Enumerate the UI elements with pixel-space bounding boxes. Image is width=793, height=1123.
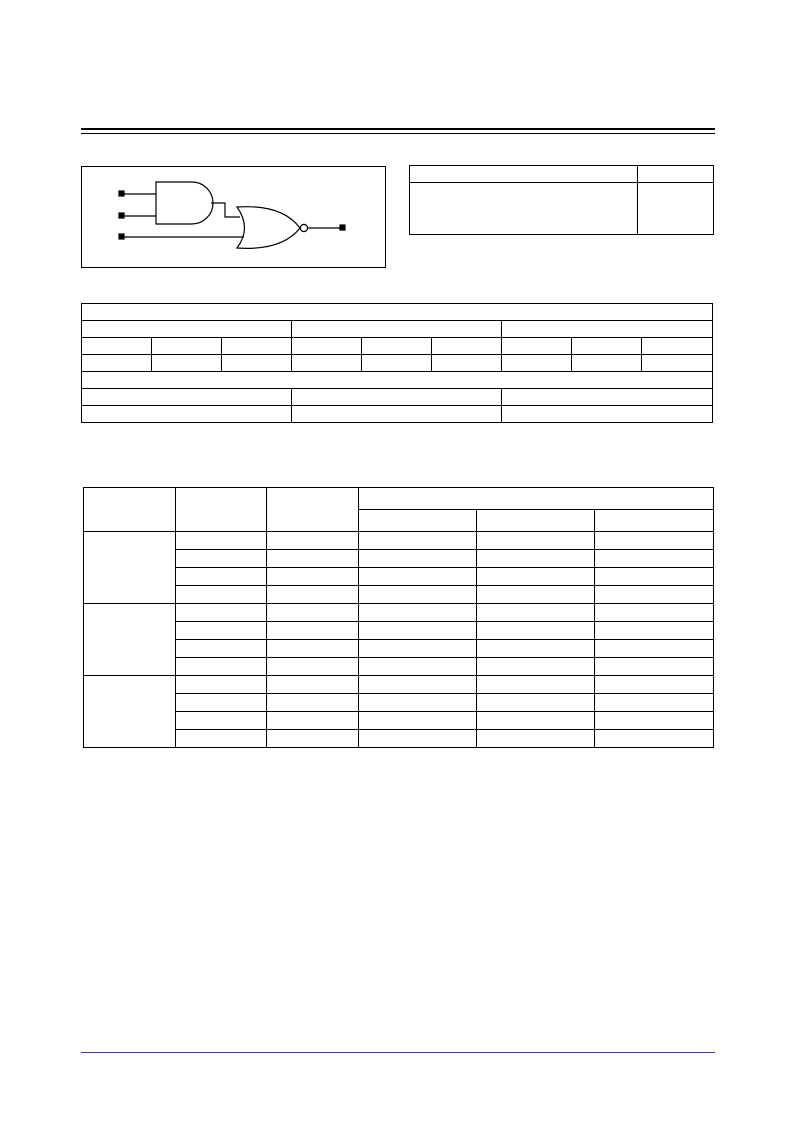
pin-table-cell [410,183,638,235]
table-cell [359,568,477,586]
function-table-group [502,321,713,338]
performance-table-subheader [477,510,595,532]
performance-table-group-label [84,604,176,676]
nor-inversion-bubble [300,224,307,231]
table-cell [595,658,714,676]
table-cell [176,694,267,712]
table-cell [359,730,477,748]
table-cell [595,622,714,640]
table-cell [267,586,359,604]
table-cell [176,586,267,604]
table-cell [595,712,714,730]
table-cell [595,550,714,568]
table-cell [359,622,477,640]
function-table-column-label [82,338,152,355]
function-table-cell [292,355,362,372]
function-table-group [292,321,502,338]
input-c-terminal [119,234,124,239]
table-cell [359,712,477,730]
table-cell [359,694,477,712]
table-cell [595,640,714,658]
performance-table-group-label [84,676,176,748]
table-cell [477,532,595,550]
and-gate [156,182,213,224]
function-table-column-label [502,338,572,355]
function-table-column-label [432,338,502,355]
table-cell [359,640,477,658]
table-cell [477,568,595,586]
table-cell [595,694,714,712]
function-table-cell [152,355,222,372]
table-cell [176,604,267,622]
table-cell [595,676,714,694]
table-cell [595,730,714,748]
function-table-cell [362,355,432,372]
table-cell [359,604,477,622]
table-cell [477,550,595,568]
function-table-section-header [292,389,502,406]
footer-rule [81,1052,715,1053]
function-table-column-label [152,338,222,355]
header-rule-thin [81,133,715,134]
table-cell [477,640,595,658]
table-cell [267,550,359,568]
table-cell [267,658,359,676]
pin-table-header-description [638,166,714,183]
function-table-cell [222,355,292,372]
table-cell [176,640,267,658]
and-output-wire [211,203,240,217]
pin-table-cell [638,183,714,235]
table-cell [477,586,595,604]
table-cell [477,622,595,640]
table-cell [267,568,359,586]
performance-table-subheader [595,510,714,532]
function-table-cell [502,355,572,372]
table-cell [176,550,267,568]
performance-table-header [359,488,714,510]
table-cell [176,532,267,550]
table-cell [267,694,359,712]
table-cell [595,568,714,586]
performance-table-group-label [84,532,176,604]
function-table-cell [82,355,152,372]
logic-diagram [82,167,385,267]
table-cell [359,676,477,694]
performance-table-header [84,488,176,532]
function-table-cell [642,355,713,372]
table-cell [359,586,477,604]
function-table-section-header [502,389,713,406]
input-b-terminal [119,213,124,218]
table-cell [267,730,359,748]
function-table-section-value [82,406,292,423]
function-table-group [82,321,292,338]
performance-table-subheader [359,510,477,532]
function-table-column-label [222,338,292,355]
function-table-title [82,304,713,321]
table-cell [359,658,477,676]
logic-diagram-box [81,166,386,268]
table-cell [477,730,595,748]
output-terminal [340,225,345,230]
table-cell [477,658,595,676]
table-cell [595,586,714,604]
table-cell [176,730,267,748]
table-cell [267,622,359,640]
table-cell [477,604,595,622]
table-cell [176,676,267,694]
function-table-section-title [82,372,713,389]
function-table-section-header [82,389,292,406]
table-cell [176,568,267,586]
table-cell [267,676,359,694]
function-table-column-label [572,338,642,355]
header-rule-thick [81,128,715,130]
table-cell [477,712,595,730]
function-table-section-value [502,406,713,423]
performance-table-header [176,488,267,532]
table-cell [267,640,359,658]
table-cell [176,658,267,676]
function-table-column-label [642,338,713,355]
function-table-column-label [362,338,432,355]
performance-table [83,487,714,748]
pin-table-header-name [410,166,638,183]
function-table-cell [572,355,642,372]
pin-description-table [409,165,714,235]
table-cell [267,604,359,622]
table-cell [267,532,359,550]
table-cell [267,712,359,730]
function-table-section-value [292,406,502,423]
performance-table-header [267,488,359,532]
function-table-cell [432,355,502,372]
input-a-terminal [119,191,124,196]
function-table-column-label [292,338,362,355]
table-cell [176,712,267,730]
table-cell [477,694,595,712]
table-cell [595,604,714,622]
function-table [81,303,713,423]
table-cell [359,532,477,550]
table-cell [595,532,714,550]
nor-gate [237,207,300,249]
table-cell [477,676,595,694]
table-cell [176,622,267,640]
table-cell [359,550,477,568]
